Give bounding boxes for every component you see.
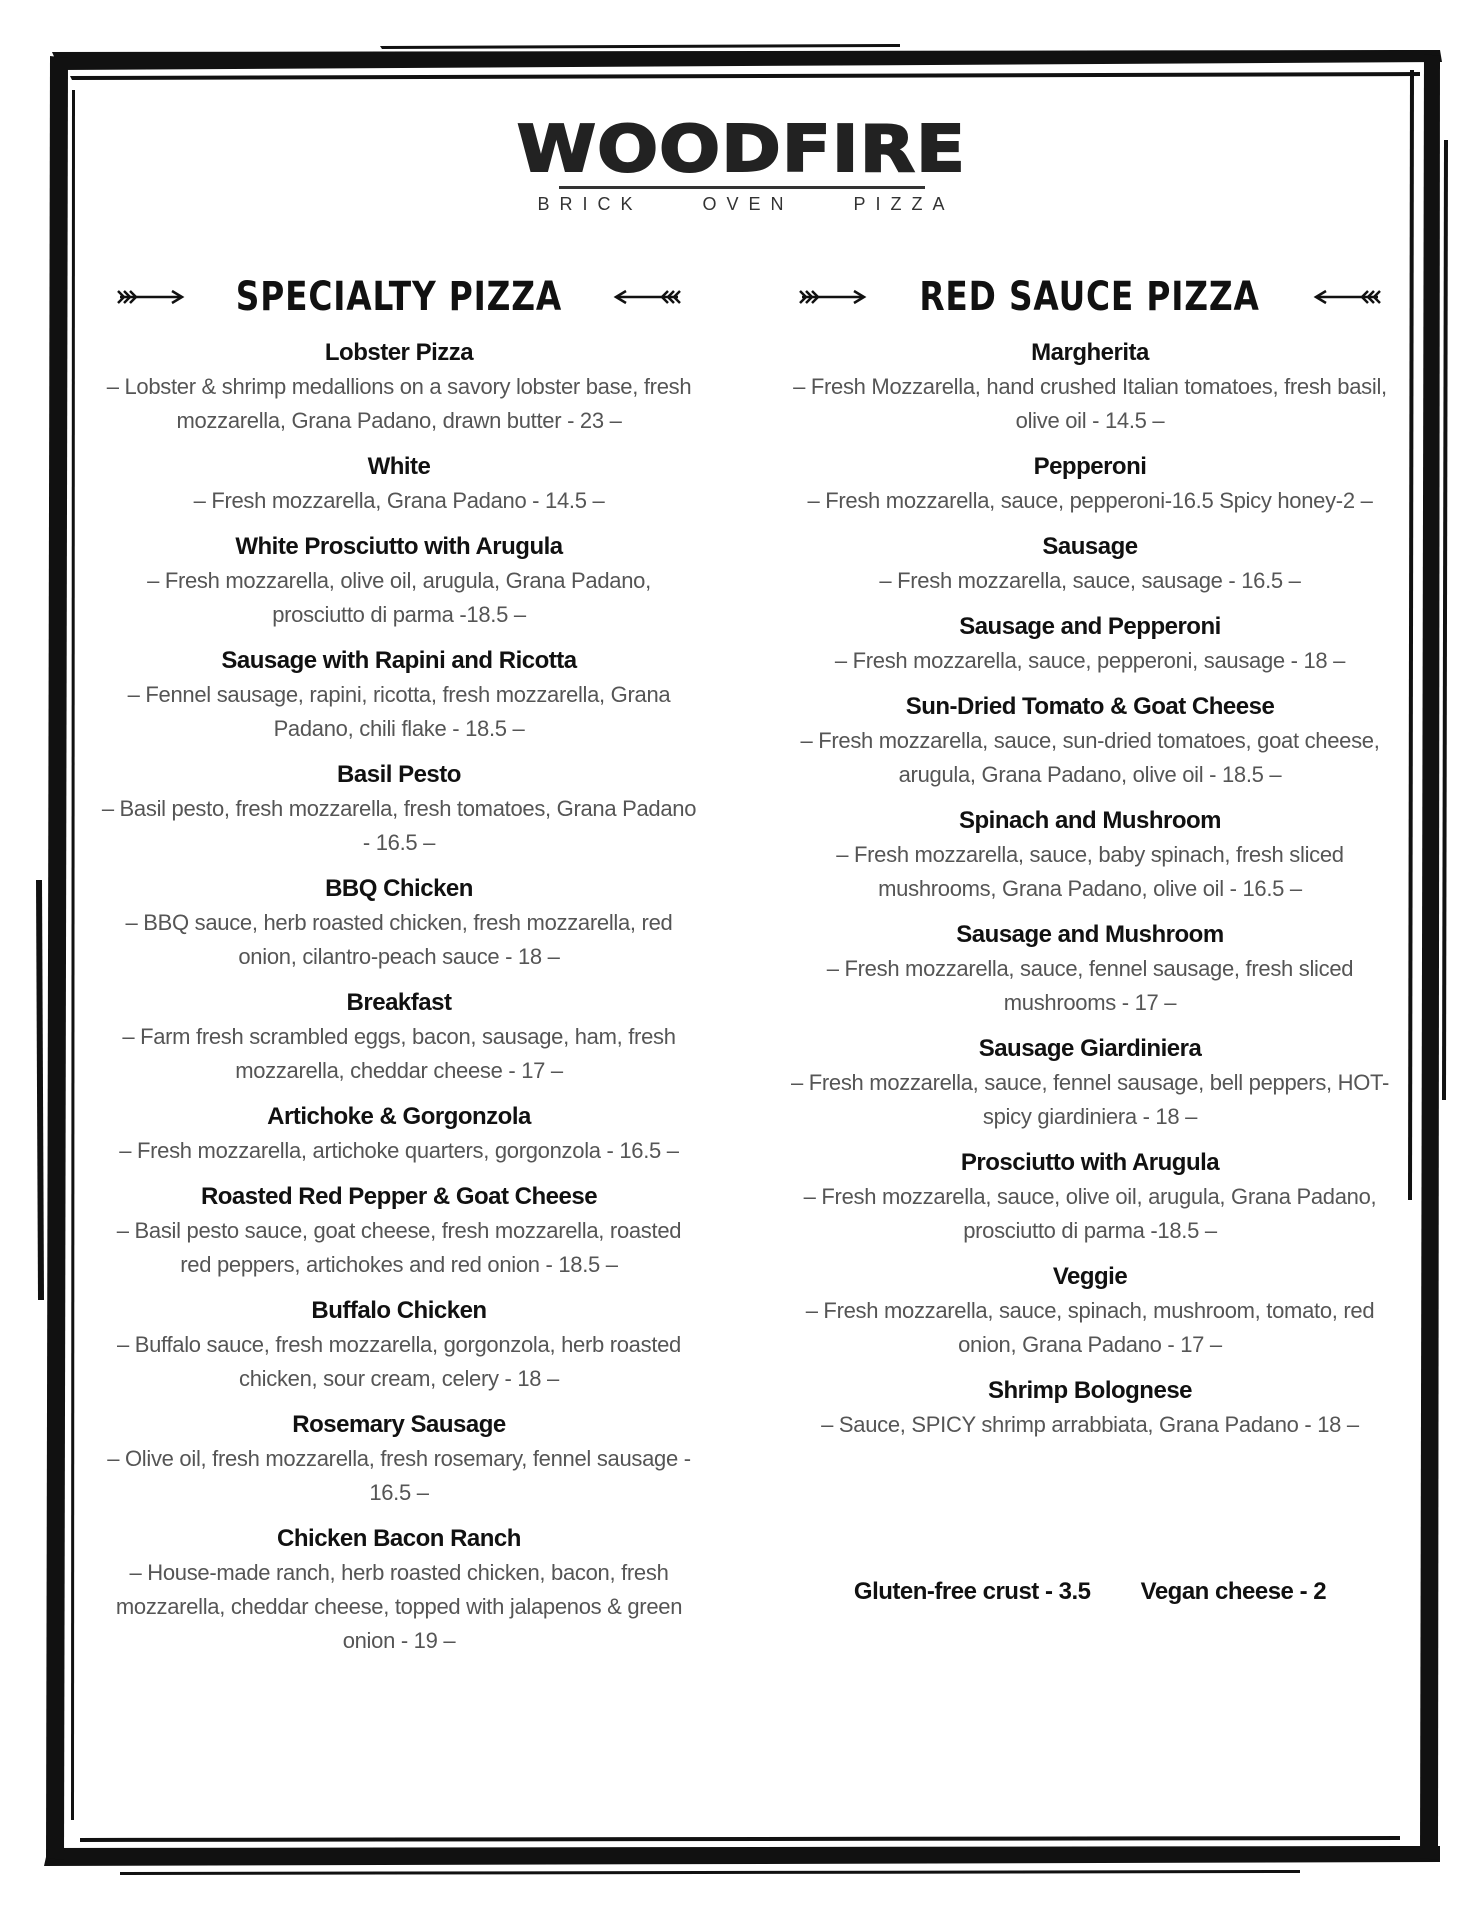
menu-item (785, 1032, 1395, 1134)
menu-item-description: – Farm fresh scrambled eggs, bacon, sausage, ham, fresh mozzarella, cheddar cheese - 17 – (122, 1024, 676, 1083)
menu-item-description: – BBQ sauce, herb roasted chicken, fresh mozzarella, red onion, cilantro-peach sauce - 18 – (125, 910, 673, 969)
arrow-left-icon (1312, 288, 1382, 306)
menu-item (94, 1522, 704, 1658)
menu-item-name: Buffalo Chicken (311, 1297, 487, 1324)
arrow-left-icon (612, 288, 682, 306)
menu-item-description: – Basil pesto, fresh mozzarella, fresh tomatoes, Grana Padano - 16.5 – (101, 796, 697, 855)
menu-item-description: – Fresh Mozzarella, hand crushed Italian tomatoes, fresh basil, olive oil - 14.5 – (793, 374, 1387, 433)
menu-item-name: Roasted Red Pepper & Goat Cheese (200, 1183, 598, 1210)
menu-item (785, 610, 1395, 678)
menu-item-description: – Fresh mozzarella, olive oil, arugula, Grana Padano, prosciutto di parma -18.5 – (147, 568, 651, 627)
logo (0, 113, 1484, 215)
menu-item-name: Sausage (1042, 533, 1138, 560)
red-sauce-pizza-header (785, 266, 1395, 328)
arrow-right-icon (116, 288, 186, 306)
menu-item-name: BBQ Chicken (325, 875, 473, 902)
menu-item (785, 1374, 1395, 1442)
menu-item-name: Margherita (1031, 339, 1149, 366)
menu-item-description: – Fresh mozzarella, artichoke quarters, gorgonzola - 16.5 – (119, 1138, 679, 1163)
menu-item-description: – Fresh mozzarella, sauce, sausage - 16.5 – (879, 568, 1301, 593)
menu-item (785, 918, 1395, 1020)
menu-item-description: – Buffalo sauce, fresh mozzarella, gorgonzola, herb roasted chicken, sour cream, celery - 18 – (116, 1332, 681, 1391)
menu-item-description: – Fresh mozzarella, sauce, fennel sausage, bell peppers, HOT-spicy giardiniera - 18 – (791, 1070, 1390, 1129)
menu-item (94, 644, 704, 746)
menu-item-name: Shrimp Bolognese (987, 1377, 1193, 1404)
menu-item-name: Artichoke & Gorgonzola (267, 1103, 531, 1130)
menu-item-name: Sausage and Mushroom (956, 921, 1224, 948)
menu-item-name: Veggie (1052, 1263, 1128, 1290)
gluten-free-option: Gluten-free crust - 3.5 (853, 1578, 1091, 1605)
menu-item-description: – Olive oil, fresh mozzarella, fresh rosemary, fennel sausage - 16.5 – (107, 1446, 691, 1505)
menu-item-name: Basil Pesto (337, 761, 461, 788)
menu-item-name: Spinach and Mushroom (958, 807, 1221, 834)
menu-item-name: Sausage with Rapini and Ricotta (221, 647, 577, 674)
extras (785, 1578, 1395, 1606)
menu-item (94, 450, 704, 518)
menu-item-name: Breakfast (346, 989, 452, 1016)
menu-item (785, 336, 1395, 438)
menu-item-name: Prosciutto with Arugula (960, 1149, 1220, 1176)
menu-item-description: – Fennel sausage, rapini, ricotta, fresh mozzarella, Grana Padano, chili flake - 18.5 – (127, 682, 671, 741)
menu-item (94, 1294, 704, 1396)
menu-item (785, 530, 1395, 598)
menu-item (785, 690, 1395, 792)
menu-item (785, 1260, 1395, 1362)
menu-item-name: Pepperoni (1033, 453, 1147, 480)
specialty-pizza-list (94, 336, 704, 1658)
menu-item-name: Sausage Giardiniera (978, 1035, 1202, 1062)
menu-item-description: – Fresh mozzarella, Grana Padano - 14.5 – (193, 488, 605, 513)
menu-item-description: – House-made ranch, herb roasted chicken, bacon, fresh mozzarella, cheddar cheese, topped with jalapenos & green onion - 19 – (115, 1560, 683, 1653)
menu-item (785, 1146, 1395, 1248)
menu-item (94, 1180, 704, 1282)
menu-item-description: – Basil pesto sauce, goat cheese, fresh mozzarella, roasted red peppers, artichokes and red onion - 18.5 – (116, 1218, 682, 1277)
vegan-cheese-option: Vegan cheese - 2 (1140, 1578, 1327, 1605)
section-title: SPECIALTY PIZZA (235, 274, 563, 320)
menu-item (94, 986, 704, 1088)
menu-item (94, 872, 704, 974)
logo-tagline: BRICK OVEN PIZZA (537, 194, 955, 214)
menu-item-description: – Fresh mozzarella, sauce, spinach, mushroom, tomato, red onion, Grana Padano - 17 – (805, 1298, 1375, 1357)
menu-item (785, 804, 1395, 906)
menu-item-name: Chicken Bacon Ranch (277, 1525, 521, 1552)
red-sauce-pizza-list (785, 336, 1395, 1442)
menu-item-name: White (367, 453, 431, 480)
logo-wordmark: WOODFIRE (517, 113, 967, 187)
menu-item-description: – Fresh mozzarella, sauce, pepperoni, sausage - 18 – (834, 648, 1346, 673)
menu-item-description: – Fresh mozzarella, sauce, sun-dried tomatoes, goat cheese, arugula, Grana Padano, olive oil - 18.5 – (800, 728, 1380, 787)
menu-item-description: – Fresh mozzarella, sauce, fennel sausage, fresh sliced mushrooms - 17 – (826, 956, 1354, 1015)
menu-item (94, 758, 704, 860)
menu-item-name: Lobster Pizza (324, 339, 474, 366)
specialty-pizza-header (94, 266, 704, 328)
menu-item-description: – Fresh mozzarella, sauce, baby spinach, fresh sliced mushrooms, Grana Padano, olive oil - 16.5 – (836, 842, 1344, 901)
menu-item (94, 530, 704, 632)
menu-item-description: – Sauce, SPICY shrimp arrabbiata, Grana Padano - 18 – (821, 1412, 1359, 1437)
menu-item-name: Rosemary Sausage (292, 1411, 506, 1438)
specialty-pizza-column (94, 266, 704, 1670)
menu-item (94, 1408, 704, 1510)
section-title: RED SAUCE PIZZA (919, 274, 1261, 320)
menu-item-name: Sun-Dried Tomato & Goat Cheese (905, 693, 1275, 720)
arrow-right-icon (798, 288, 868, 306)
menu-item-description: – Fresh mozzarella, sauce, olive oil, arugula, Grana Padano, prosciutto di parma -18.5 – (803, 1184, 1377, 1243)
menu-item-name: White Prosciutto with Arugula (235, 533, 563, 560)
menu-item (94, 336, 704, 438)
menu-item-description: – Fresh mozzarella, sauce, pepperoni-16.5 Spicy honey-2 – (807, 488, 1373, 513)
menu-item-description: – Lobster & shrimp medallions on a savory lobster base, fresh mozzarella, Grana Padano, drawn butter - 23 – (106, 374, 692, 433)
menu-item (94, 1100, 704, 1168)
red-sauce-pizza-column (785, 266, 1395, 1454)
menu-item-name: Sausage and Pepperoni (959, 613, 1221, 640)
menu-item (785, 450, 1395, 518)
